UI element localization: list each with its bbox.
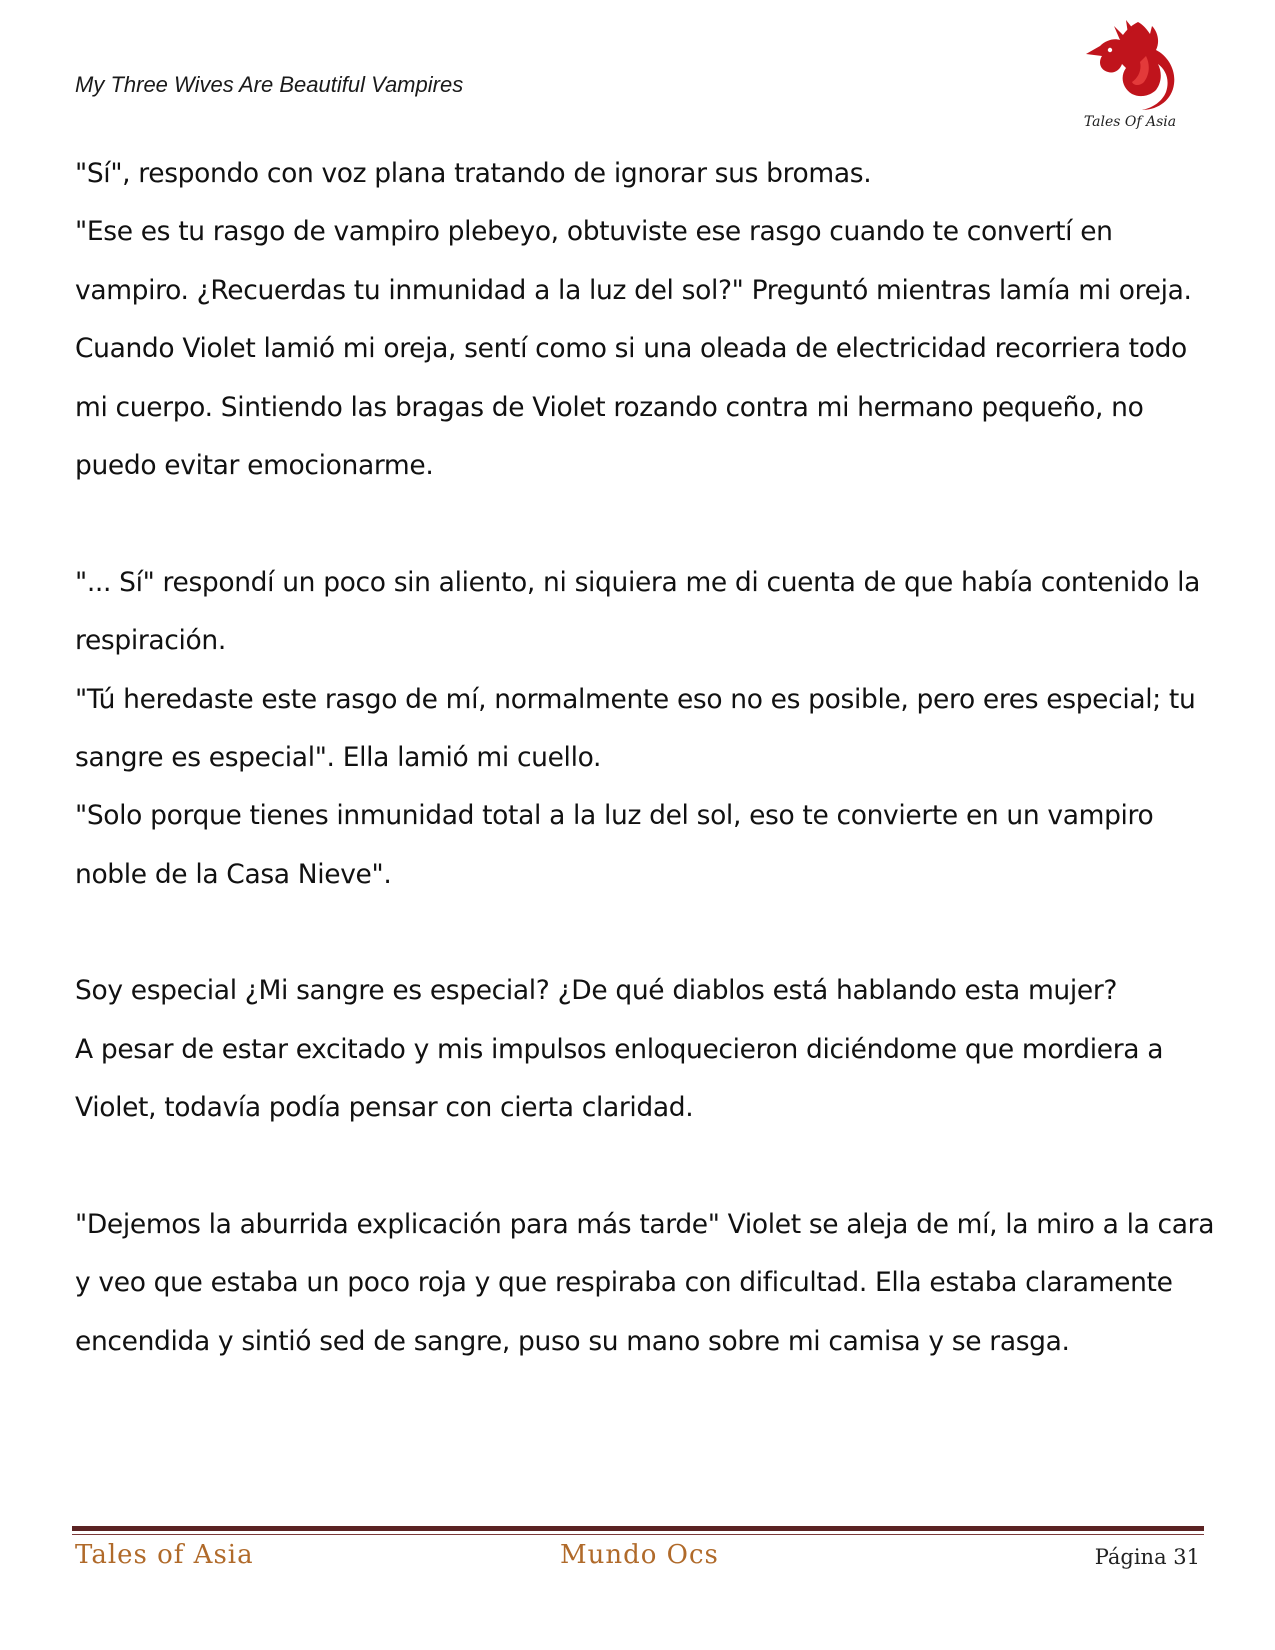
text-line: "Solo porque tienes inmunidad total a la luz del sol, eso te convierte en un vampiro [75, 800, 1154, 832]
text-line: "Ese es tu rasgo de vampiro plebeyo, obtuviste ese rasgo cuando te convertí en [75, 216, 1113, 248]
header-book-title: My Three Wives Are Beautiful Vampires [75, 72, 464, 97]
text-line: "Tú heredaste este rasgo de mí, normalmente eso no es posible, pero eres especial; tu [75, 683, 1196, 715]
text-line: Soy especial ¿Mi sangre es especial? ¿De qué diablos está hablando esta mujer? [75, 975, 1118, 1007]
blank-line [75, 495, 1205, 553]
chapter-body [75, 145, 1215, 1371]
text-line: Cuando Violet lamió mi oreja, sentí como si una oleada de electricidad recorriera todo [75, 333, 1187, 365]
footer-site-name: Mundo Ocs [560, 1540, 719, 1570]
text-line: encendida y sintió sed de sangre, puso su mano sobre mi camisa y se rasga. [75, 1325, 1070, 1357]
text-line: noble de la Casa Nieve". [75, 858, 392, 890]
text-line: A pesar de estar excitado y mis impulsos enloquecieron diciéndome que mordiera a [75, 1033, 1164, 1065]
text-line: "... Sí" respondí un poco sin aliento, ni siquiera me di cuenta de que había contenido la [75, 566, 1201, 598]
red-dragon-icon [1080, 16, 1180, 116]
text-line: puedo evitar emocionarme. [75, 449, 434, 481]
text-line: y veo que estaba un poco roja y que respiraba con dificultad. Ella estaba claramente [75, 1267, 1173, 1299]
text-line: Violet, todavía podía pensar con cierta claridad. [75, 1092, 694, 1124]
blank-line [75, 904, 1205, 962]
footer-rule-thin [72, 1534, 1204, 1535]
page-number: Página 31 [1094, 1545, 1200, 1569]
text-line: mi cuerpo. Sintiendo las bragas de Violet rozando contra mi hermano pequeño, no [75, 391, 1144, 423]
footer-publisher: Tales of Asia [75, 1540, 254, 1570]
text-line: sangre es especial". Ella lamió mi cuello. [75, 741, 602, 773]
publisher-logo [1080, 16, 1180, 138]
logo-text: Tales Of Asia [1083, 114, 1177, 130]
footer-rule [72, 1526, 1204, 1531]
text-line: "Sí", respondo con voz plana tratando de ignorar sus bromas. [75, 158, 872, 189]
text-line: vampiro. ¿Recuerdas tu inmunidad a la luz del sol?" Preguntó mientras lamía mi oreja. [75, 274, 1192, 306]
blank-line [75, 1138, 1205, 1196]
text-line: respiración. [75, 625, 226, 657]
text-line: "Dejemos la aburrida explicación para más tarde" Violet se aleja de mí, la miro a la cara [75, 1209, 1215, 1241]
